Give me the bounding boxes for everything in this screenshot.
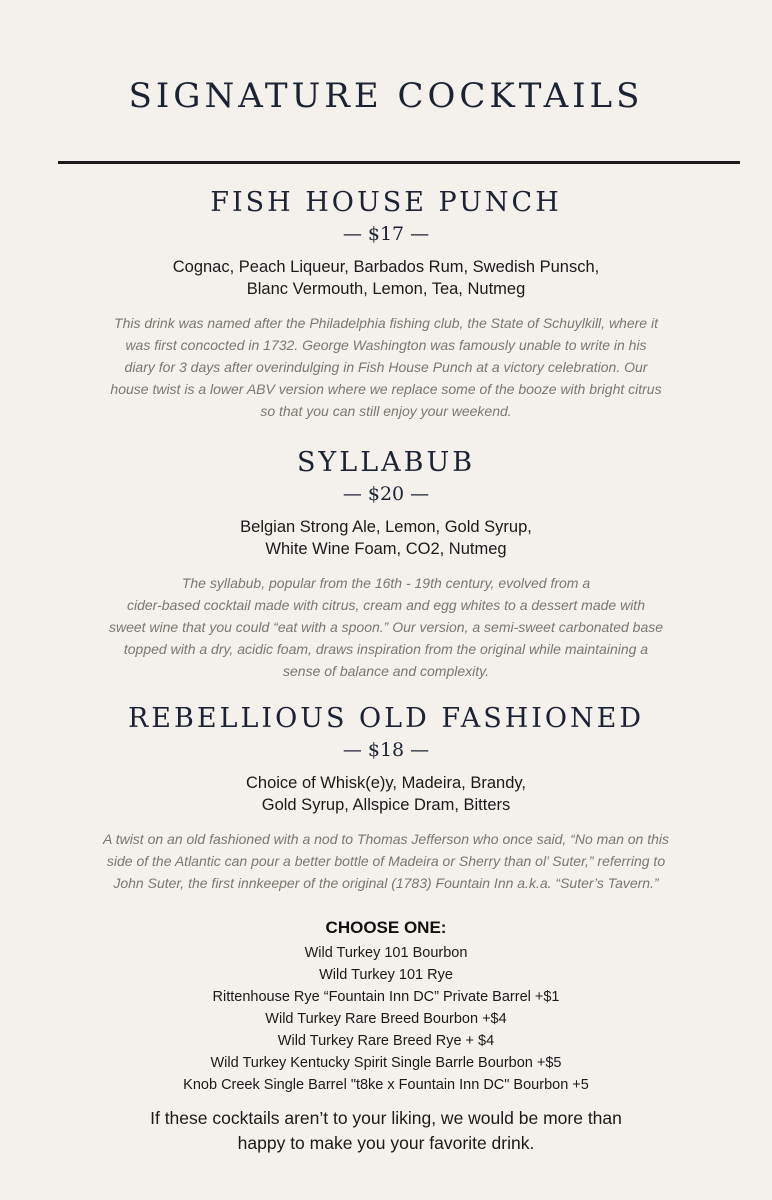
description-line: diary for 3 days after overindulging in Fish House Punch at a victory celebration. Our — [124, 359, 648, 375]
choose-one-heading: CHOOSE ONE: — [325, 918, 447, 937]
drink-name: SYLLABUB — [296, 447, 476, 478]
ingredients-line: White Wine Foam, CO2, Nutmeg — [265, 540, 507, 558]
description-line: topped with a dry, acidic foam, draws inspiration from the original while maintaining a — [123, 641, 649, 657]
closing-line: If these cocktails aren’t to your liking, we would be more than — [150, 1108, 622, 1128]
closing-note — [0, 1106, 772, 1156]
ingredients-line: Cognac, Peach Liqueur, Barbados Rum, Swedish Punsch, — [172, 258, 600, 276]
description-line: The syllabub, popular from the 16th - 19th century, evolved from a — [181, 575, 591, 591]
drink-description — [0, 312, 772, 422]
page-title: SIGNATURE COCKTAILS — [128, 76, 644, 116]
drink-description — [0, 828, 772, 894]
drink-price: — $20 — — [342, 483, 430, 505]
list-item: Rittenhouse Rye “Fountain Inn DC” Private Barrel +$1 — [212, 989, 560, 1005]
closing-line: happy to make you your favorite drink. — [237, 1133, 535, 1153]
drink-syllabub — [0, 446, 772, 682]
list-item: Knob Creek Single Barrel "t8ke x Fountain Inn DC" Bourbon +5 — [183, 1077, 589, 1093]
list-item: Wild Turkey Kentucky Spirit Single Barrle Bourbon +$5 — [210, 1055, 562, 1071]
description-line: A twist on an old fashioned with a nod to Thomas Jefferson who once said, “No man on this — [102, 831, 669, 847]
drink-ingredients — [0, 256, 772, 300]
drink-fish-house-punch — [0, 186, 772, 422]
drink-name: REBELLIOUS OLD FASHIONED — [127, 703, 645, 734]
ingredients-line: Gold Syrup, Allspice Dram, Bitters — [261, 796, 511, 814]
description-line: John Suter, the first innkeeper of the original (1783) Fountain Inn a.k.a. “Suter’s Tavern.” — [113, 875, 659, 891]
list-item: Wild Turkey Rare Breed Rye + $4 — [277, 1033, 495, 1049]
list-item: Wild Turkey Rare Breed Bourbon +$4 — [265, 1011, 507, 1027]
description-line: house twist is a lower ABV version where we replace some of the booze with bright citrus — [110, 381, 662, 397]
description-line: sweet wine that you could “eat with a spoon.” Our version, a semi-sweet carbonated base — [108, 619, 664, 635]
description-line: side of the Atlantic can pour a better bottle of Madeira or Sherry than ol’ Suter,” referring to — [106, 853, 666, 869]
drink-ingredients — [0, 516, 772, 560]
list-item: Wild Turkey 101 Bourbon — [304, 945, 468, 961]
drink-name: FISH HOUSE PUNCH — [210, 187, 562, 218]
drink-description — [0, 572, 772, 682]
whiskey-options-list — [0, 942, 772, 1096]
choose-one-section — [0, 918, 772, 1096]
description-line: This drink was named after the Philadelphia fishing club, the State of Schuylkill, where it — [114, 315, 658, 331]
drink-price: — $18 — — [342, 739, 430, 761]
description-line: was first concocted in 1732. George Washington was famously unable to write in his — [125, 337, 647, 353]
description-line: so that you can still enjoy your weekend. — [260, 403, 512, 419]
description-line: cider-based cocktail made with citrus, cream and egg whites to a dessert made with — [127, 597, 645, 613]
drink-rebellious-old-fashioned — [0, 702, 772, 894]
drink-price: — $17 — — [342, 223, 430, 245]
drink-ingredients — [0, 772, 772, 816]
ingredients-line: Belgian Strong Ale, Lemon, Gold Syrup, — [240, 518, 532, 536]
list-item: Wild Turkey 101 Rye — [319, 967, 453, 983]
title-divider — [58, 161, 740, 164]
ingredients-line: Blanc Vermouth, Lemon, Tea, Nutmeg — [246, 280, 526, 298]
ingredients-line: Choice of Whisk(e)y, Madeira, Brandy, — [246, 774, 526, 792]
description-line: sense of balance and complexity. — [283, 663, 489, 679]
